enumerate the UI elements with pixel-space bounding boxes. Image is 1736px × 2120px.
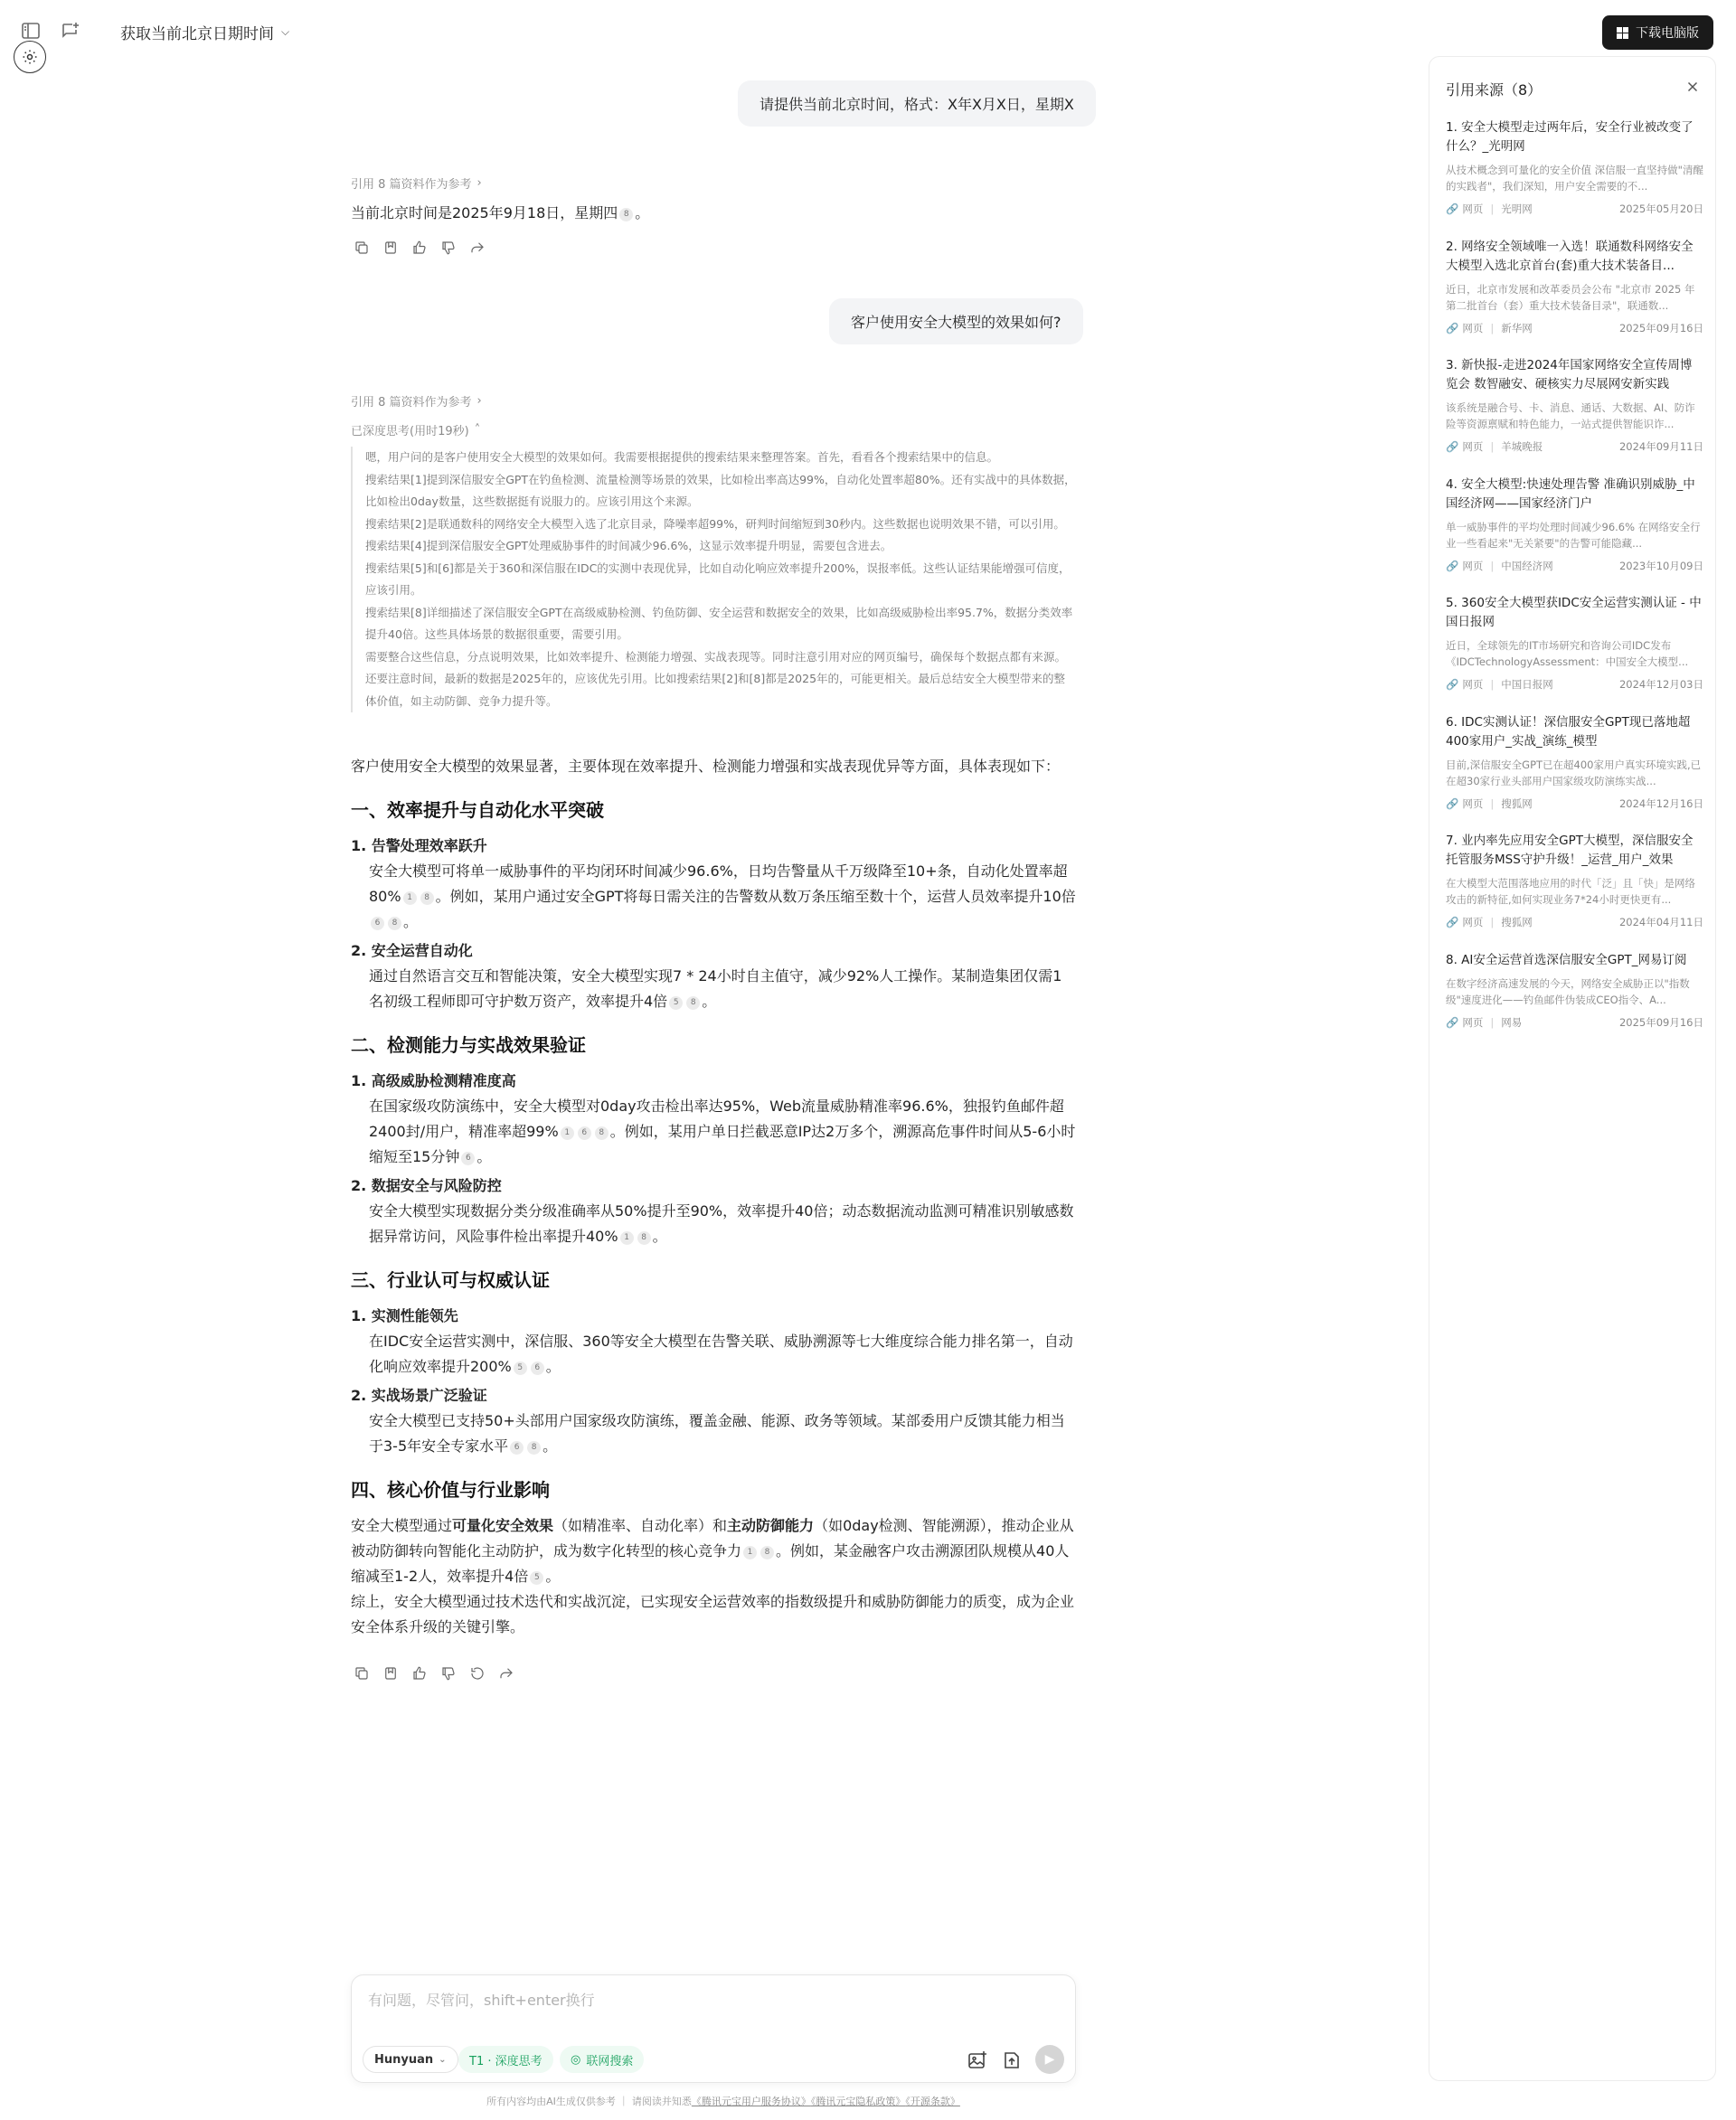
citation-badge[interactable]: 6 (578, 1126, 591, 1140)
thumbs-down-icon[interactable] (440, 1665, 457, 1682)
section-heading: 一、效率提升与自动化水平突破 (351, 799, 604, 821)
subsection-heading: 2. 数据安全与风险防控 (351, 1177, 502, 1194)
period: 。 (635, 204, 650, 221)
source-type: 网页 (1462, 440, 1484, 453)
source-title[interactable]: 1. 安全大模型走过两年后，安全行业被改变了什么？_光明网 (1446, 120, 1694, 154)
share-icon[interactable] (469, 240, 486, 256)
thumbs-down-icon[interactable] (440, 240, 457, 256)
answer-intro: 客户使用安全大模型的效果显著，主要体现在效率提升、检测能力增强和实战表现优异等方面，具体表现如下： (351, 758, 1061, 775)
sources-panel (1429, 56, 1716, 2081)
source-site: 新华网 (1501, 321, 1533, 334)
regenerate-icon[interactable] (469, 1665, 486, 1682)
section-heading: 二、检测能力与实战效果验证 (351, 1034, 586, 1056)
source-site: 中国经济网 (1501, 559, 1553, 572)
source-date: 2024年09月11日 (1618, 440, 1703, 453)
text: （如0day检测、智能溯源），推动企业从被动防御转向智能化主动防护，成为数字化转型的核心竞争力 (351, 1517, 1074, 1559)
new-chat-icon[interactable] (60, 20, 81, 42)
subsection-text (351, 1199, 1076, 1249)
web-search-label: 联网搜索 (586, 2054, 634, 2068)
chevron-right-icon: › (476, 176, 482, 190)
subsection-text (351, 859, 1076, 935)
source-title[interactable]: 7. 业内率先应用安全GPT大模型，深信服安全托管服务MSS守护升级！_运营_用户_效果 (1446, 834, 1694, 867)
source-type: 网页 (1462, 559, 1484, 572)
windows-icon (1617, 27, 1628, 39)
source-meta: 🔗 网页 | 新华网 2025年09月16日 (1446, 321, 1703, 334)
subsection-heading: 2. 安全运营自动化 (351, 942, 473, 959)
thinking-paragraph: 搜索结果[4]提到深信服安全GPT处理威胁事件的时间减少96.6%，这显示效率提升明显，需要包含进去。 (365, 539, 892, 552)
source-date: 2025年09月16日 (1618, 321, 1703, 334)
bold-text: 主动防御能力 (727, 1517, 815, 1534)
source-type: 网页 (1462, 796, 1484, 810)
citation-badge[interactable]: 1 (403, 891, 417, 905)
source-date: 2025年05月20日 (1618, 203, 1703, 215)
download-label: 下载电脑版 (1636, 26, 1699, 41)
period: 。 (403, 913, 419, 930)
link-icon: 🔗 (1446, 678, 1459, 691)
text: 在IDC安全运营实测中，深信服、360等安全大模型在告警关联、威胁溯源等七大维度综合能力排名第一，自动化响应效率提升200% (369, 1333, 1073, 1375)
citation-badge[interactable]: 8 (760, 1546, 774, 1559)
conversation-title-text: 获取当前北京日期时间 (120, 25, 274, 43)
reference-count-label: 引用 8 篇资料作为参考 (351, 178, 472, 192)
image-upload-icon[interactable] (967, 2049, 988, 2071)
source-site: 搜狐网 (1501, 796, 1533, 810)
terms-link[interactable]: 《腾讯元宝用户服务协议》 (691, 2096, 811, 2107)
footer-text: 所有内容均由AI生成仅供参考 ｜ 请阅读并知悉 (486, 2096, 692, 2107)
conclusion-paragraph: 综上，安全大模型通过技术迭代和实战沉淀，已实现安全运营效率的指数级提升和威胁防御能力的质变，成为企业安全体系升级的关键引擎。 (351, 1593, 1075, 1635)
citation-badge[interactable]: 8 (619, 208, 633, 221)
citation-badge[interactable]: 5 (514, 1362, 527, 1375)
period: 。 (652, 1228, 667, 1245)
bookmark-icon[interactable] (382, 240, 399, 256)
subsection-heading: 1. 高级威胁检测精准度高 (351, 1072, 516, 1089)
subsection-heading: 2. 实战场景广泛验证 (351, 1387, 487, 1404)
model-selector[interactable] (363, 2046, 458, 2073)
source-date: 2024年12月03日 (1618, 678, 1703, 691)
deep-think-label: T1 · 深度思考 (469, 2054, 542, 2068)
user-message-2: 客户使用安全大模型的效果如何? (829, 298, 1083, 344)
user-message-1: 请提供当前北京时间，格式：X年X月X日，星期X (738, 80, 1096, 127)
citation-badge[interactable]: 8 (686, 996, 700, 1010)
settings-gear-icon[interactable] (14, 41, 46, 73)
text: 安全大模型实现数据分类分级准确率从50%提升至90%，效率提升40倍；动态数据流动监测可精准识别敏感数据异常访问，风险事件检出率提升40% (369, 1202, 1074, 1245)
source-meta: 🔗 网页 | 中国日报网 2024年12月03日 (1446, 678, 1703, 691)
deep-think-toggle[interactable] (458, 2046, 553, 2073)
source-meta: 🔗 网页 | 光明网 2025年05月20日 (1446, 203, 1703, 215)
chevron-up-icon: ˄ (474, 423, 481, 437)
send-button[interactable] (1035, 2045, 1064, 2074)
copy-icon[interactable] (354, 1665, 370, 1682)
privacy-link[interactable]: 《腾讯元宝隐私政策》 (810, 2096, 906, 2107)
source-date: 2024年04月11日 (1618, 916, 1703, 928)
thumbs-up-icon[interactable] (411, 240, 428, 256)
link-icon: 🔗 (1446, 796, 1459, 810)
chat-input[interactable]: 有问题，尽管问，shift+enter换行 (368, 1992, 595, 2009)
assistant-answer-1 (351, 201, 649, 226)
section-heading: 三、行业认可与权威认证 (351, 1269, 550, 1291)
top-bar (0, 0, 1736, 63)
thinking-content (351, 447, 1076, 712)
chevron-down-icon: ⌵ (281, 25, 290, 38)
link-icon: 🔗 (1446, 203, 1459, 215)
source-item[interactable] (1446, 594, 1703, 713)
link-icon: 🔗 (1446, 916, 1459, 928)
period: 。 (702, 993, 717, 1010)
thinking-paragraph: 嗯，用户问的是客户使用安全大模型的效果如何。我需要根据提供的搜索结果来整理答案。首先，看看各个搜索结果中的信息。 (365, 450, 999, 464)
source-site: 网易 (1501, 1015, 1523, 1029)
source-item[interactable] (1446, 356, 1703, 476)
citation-badge[interactable]: 6 (461, 1152, 475, 1165)
chevron-down-icon: ⌄ (439, 2054, 447, 2065)
reference-count-label: 引用 8 篇资料作为参考 (351, 396, 472, 410)
close-icon[interactable] (1684, 79, 1701, 95)
source-meta: 🔗 网页 | 搜狐网 2024年04月11日 (1446, 916, 1703, 928)
answer-1-text: 当前北京时间是2025年9月18日，星期四 (351, 204, 618, 221)
sidebar-toggle-icon[interactable] (20, 20, 42, 42)
text: 安全大模型已支持50+头部用户国家级攻防演练，覆盖金融、能源、政务等领域。某部委用户反馈其能力相当于3-5年安全专家水平 (369, 1412, 1065, 1455)
model-name: Hunyuan (374, 2052, 434, 2067)
sources-list (1446, 118, 1703, 1069)
answer-2-actions (354, 1665, 514, 1682)
citation-badge[interactable]: 8 (637, 1231, 651, 1245)
thinking-paragraph: 搜索结果[2]是联通数科的网络安全大模型入选了北京目录，降噪率超99%，研判时间缩短到30秒内。这些数据也说明效果不错，可以引用。 (365, 516, 1065, 531)
subsection-text (351, 1329, 1076, 1380)
source-type: 网页 (1462, 203, 1484, 215)
answer-1-actions (354, 240, 486, 256)
citation-badge[interactable]: 1 (561, 1126, 574, 1140)
source-meta: 🔗 网页 | 中国经济网 2023年10月09日 (1446, 559, 1703, 572)
citation-badge[interactable]: 8 (388, 917, 401, 930)
citation-badge[interactable]: 5 (530, 1571, 543, 1585)
citation-badge[interactable]: 6 (371, 917, 384, 930)
footer-disclaimer (0, 2094, 1447, 2108)
source-title[interactable]: 4. 安全大模型:快速处理告警 准确识别威胁_中国经济网——国家经济门户 (1446, 476, 1695, 511)
copy-icon[interactable] (354, 240, 370, 256)
period: 。 (476, 1148, 492, 1165)
citation-badge[interactable]: 1 (743, 1546, 757, 1559)
source-title[interactable]: 6. IDC实测认证！深信服安全GPT现已落地超400家用户_实战_演练_模型 (1446, 714, 1691, 749)
thinking-paragraph: 搜索结果[1]提到深信服安全GPT在钓鱼检测、流量检测等场景的效果，比如检出率高达99%，自动化处置率超80%。还有实战中的具体数据，比如检出0day数量，这些数据挺有说服力的。应该引用这个来源。 (365, 472, 1076, 508)
source-snippet: 单一威胁事件的平均处理时间减少96.6% 在网络安全行业一些看起来"无关紧要"的告警可能隐藏... (1446, 520, 1701, 550)
source-type: 网页 (1462, 1015, 1484, 1029)
share-icon[interactable] (498, 1665, 514, 1682)
source-title[interactable]: 5. 360安全大模型获IDC安全运营实测认证 - 中国日报网 (1446, 596, 1702, 629)
period: 。 (545, 1568, 561, 1585)
citation-badge[interactable]: 5 (669, 996, 683, 1010)
source-meta: 🔗 网页 | 搜狐网 2024年12月16日 (1446, 796, 1703, 810)
subsection-text (351, 964, 1076, 1014)
source-item[interactable] (1446, 476, 1703, 595)
text: 。例如，某金融客户攻击溯源团队规模从40人缩减至1-2人，效率提升4倍 (351, 1542, 1070, 1585)
source-site: 光明网 (1501, 203, 1533, 215)
text: 。例如，某用户单日拦截恶意IP达2万多个，溯源高危事件时间从5-6小时缩短至15分钟 (369, 1123, 1076, 1165)
thinking-paragraph: 搜索结果[8]详细描述了深信服安全GPT在高级威胁检测、钓鱼防御、安全运营和数据安全的效果，比如高级威胁检出率95.7%，数据分类效率提升40倍。这些具体场景的数据很重要，需要引用。 (365, 605, 1073, 641)
source-site: 搜狐网 (1501, 916, 1533, 928)
citation-badge[interactable]: 8 (527, 1441, 541, 1455)
text: 通过自然语言交互和智能决策，安全大模型实现7 * 24小时自主值守，减少92%人工操作。某制造集团仅需1名初级工程师即可守护数万资产，效率提升4倍 (369, 967, 1062, 1010)
deep-thinking-label: 已深度思考(用时19秒) (351, 425, 469, 438)
text: （如精准率、自动化率）和 (553, 1517, 728, 1534)
text: 在国家级攻防演练中，安全大模型对0day攻击检出率达95%，Web流量威胁精准率96.6%，独报钓鱼邮件超2400封/用户，精准率超99% (369, 1098, 1064, 1140)
section-heading: 四、核心价值与行业影响 (351, 1479, 550, 1501)
source-snippet: 目前,深信服安全GPT已在超400家用户真实环境实践,已在超30家行业头部用户国家级攻防演练实战... (1446, 758, 1702, 787)
link-icon: 🔗 (1446, 559, 1459, 572)
source-snippet: 在数字经济高速发展的今天，网络安全威胁正以"指数级"速度进化——钓鱼邮件伪装成CEO指令、A... (1446, 976, 1690, 1006)
link-icon: 🔗 (1446, 321, 1459, 334)
text: 安全大模型通过 (351, 1517, 453, 1534)
text: 安全大模型可将单一威胁事件的平均闭环时间减少96.6%，日均告警量从千万级降至10+条，自动化处置率超80% (369, 862, 1068, 905)
open-source-link[interactable]: 《开源条款》 (905, 2096, 960, 2107)
source-type: 网页 (1462, 678, 1484, 691)
link-icon: 🔗 (1446, 440, 1459, 453)
period: 。 (542, 1437, 558, 1455)
source-site: 羊城晚报 (1501, 440, 1543, 453)
send-arrow-icon: ▶ (1044, 2052, 1055, 2067)
citation-badge[interactable]: 8 (595, 1126, 609, 1140)
citation-badge[interactable]: 1 (620, 1231, 634, 1245)
source-type: 网页 (1462, 321, 1484, 334)
citation-badge[interactable]: 8 (420, 891, 434, 905)
source-title[interactable]: 3. 新快报-走进2024年国家网络安全宣传周博览会 数智融安、硬核实力尽展网安新实践 (1446, 358, 1693, 391)
source-snippet: 近日，北京市发展和改革委员会公布 "北京市 2025 年第二批首台（套）重大技术装备目录"，联通数... (1446, 282, 1695, 312)
subsection-heading: 1. 告警处理效率跃升 (351, 837, 487, 854)
conversation-title[interactable] (120, 21, 289, 43)
file-upload-icon[interactable] (1001, 2049, 1023, 2071)
web-search-toggle[interactable] (560, 2046, 644, 2073)
deep-thinking-toggle[interactable] (351, 421, 480, 438)
source-snippet: 该系统是融合号、卡、消息、通话、大数据、AI、防诈险等资源禀赋和特色能力，一站式提供智能识诈... (1446, 401, 1695, 430)
text: 。例如，某用户通过安全GPT将每日需关注的告警数从数万条压缩至数十个，运营人员效率提升10倍 (435, 888, 1076, 905)
download-desktop-button[interactable] (1602, 15, 1713, 50)
thinking-paragraph: 搜索结果[5]和[6]都是关于360和深信服在IDC的实测中表现优异，比如自动化响应效率提升200%，误报率低。这些认证结果能增强可信度，应该引用。 (365, 561, 1071, 597)
subsection-text (351, 1094, 1076, 1170)
chat-input-box[interactable] (351, 1974, 1076, 2083)
subsection-text (351, 1409, 1076, 1459)
source-meta: 🔗 网页 | 羊城晚报 2024年09月11日 (1446, 440, 1703, 453)
period: 。 (545, 1358, 561, 1375)
assistant-answer-2 (351, 754, 1076, 1640)
source-type: 网页 (1462, 916, 1484, 928)
source-snippet: 近日，全球领先的IT市场研究和咨询公司IDC发布《IDCTechnologyAssessment：中国安全大模型... (1446, 639, 1689, 668)
source-date: 2023年10月09日 (1618, 559, 1703, 572)
reference-count-2[interactable] (351, 392, 482, 410)
summary-paragraph (351, 1513, 1076, 1589)
bookmark-icon[interactable] (382, 1665, 399, 1682)
globe-icon: ◎ (571, 2052, 581, 2067)
link-icon: 🔗 (1446, 1015, 1459, 1029)
bold-text: 可量化安全效果 (452, 1517, 554, 1534)
source-snippet: 在大模型大范围落地应用的时代「泛」且「快」是网络攻击的新特征,如何实现业务7*24小时更快更有... (1446, 877, 1695, 906)
subsection-heading: 1. 实测性能领先 (351, 1307, 458, 1324)
citation-badge[interactable]: 6 (531, 1362, 544, 1375)
source-item[interactable] (1446, 713, 1703, 833)
source-date: 2025年09月16日 (1618, 1015, 1703, 1029)
chevron-right-icon: › (476, 394, 482, 408)
source-item[interactable] (1446, 238, 1703, 357)
reference-count[interactable] (351, 174, 482, 192)
source-site: 中国日报网 (1501, 678, 1553, 691)
source-snippet: 从技术概念到可量化的安全价值 深信服一直坚持做"清醒的实践者"，我们深知，用户安全需要的不... (1446, 164, 1703, 193)
source-title[interactable]: 2. 网络安全领域唯一入选！联通数科网络安全大模型入选北京首台(套)重大技术装备目... (1446, 239, 1694, 273)
thinking-paragraph: 需要整合这些信息，分点说明效果，比如效率提升、检测能力增强、实战表现等。同时注意引用对应的网页编号，确保每个数据点都有来源。还要注意时间，最新的数据是2025年的，应该优先引用。比如搜索结果[2]和[8]都是2025年的，可能更相关。最后总结安全大模型带来的整体价值，如主动防御、竞争力提升等。 (365, 649, 1067, 708)
sources-title: 引用来源（8） (1446, 81, 1543, 99)
thumbs-up-icon[interactable] (411, 1665, 428, 1682)
citation-badge[interactable]: 6 (510, 1441, 524, 1455)
source-item[interactable] (1446, 832, 1703, 951)
source-title[interactable]: 8. AI安全运营首选深信服安全GPT_网易订阅 (1446, 952, 1687, 967)
source-item[interactable] (1446, 951, 1703, 1070)
source-meta: 🔗 网页 | 网易 2025年09月16日 (1446, 1015, 1703, 1029)
source-item[interactable] (1446, 118, 1703, 238)
source-date: 2024年12月16日 (1618, 796, 1703, 810)
